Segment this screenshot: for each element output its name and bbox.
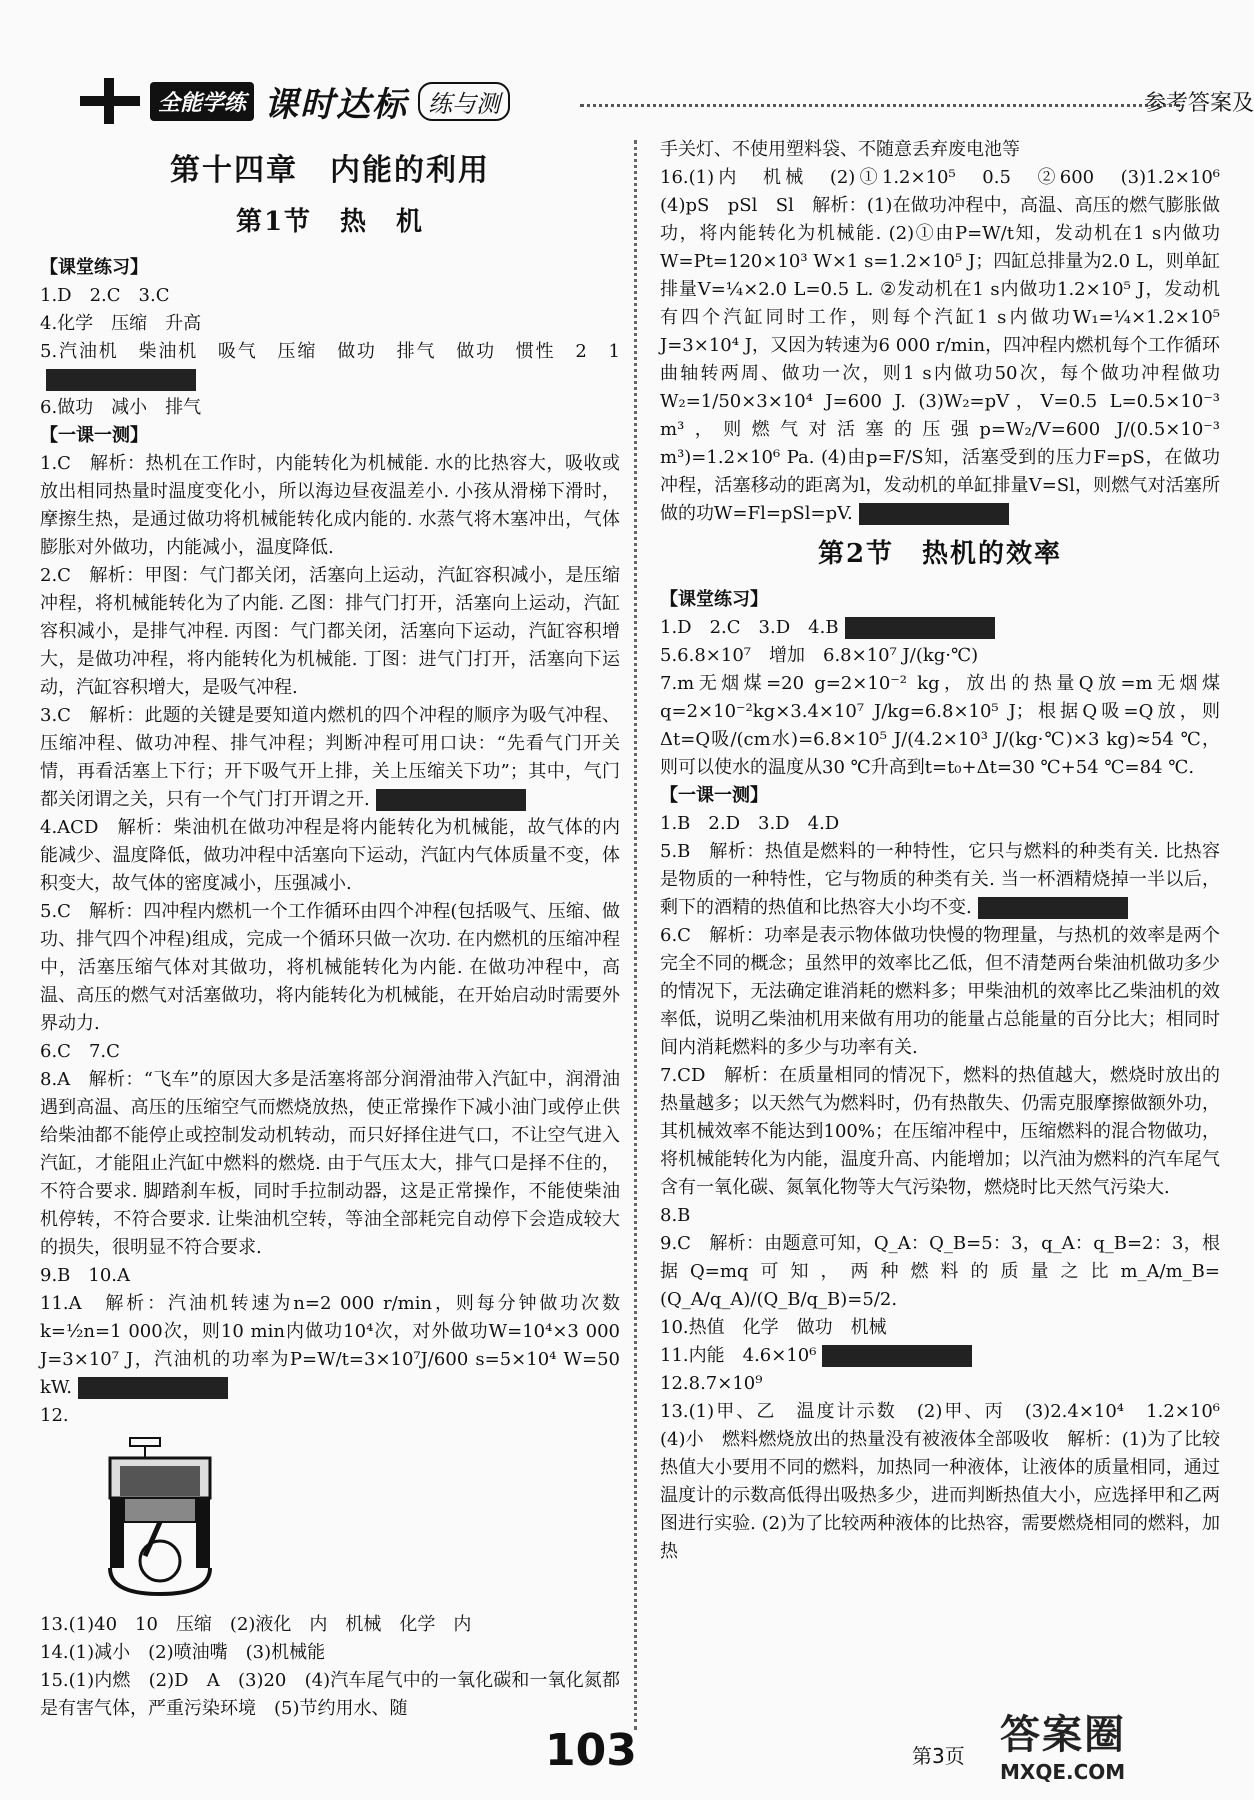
section-title: 第1节 热 机: [235, 207, 425, 237]
answer-line: 5.6.8×10⁷ 增加 6.8×10⁷ J/(kg·℃): [660, 645, 979, 666]
section-title-2: 第2节 热机的效率: [817, 539, 1063, 569]
right-column: [660, 136, 1238, 1566]
redaction-bar: [859, 503, 1009, 525]
answer-line: 8.B: [660, 1205, 691, 1226]
page-header: [70, 78, 1254, 128]
header-right-text: 参考答案及: [1143, 91, 1254, 116]
answer-line: 1.B 2.D 3.D 4.D: [660, 813, 840, 834]
redaction-bar: [46, 369, 196, 391]
subheading-lesson-test: 【一课一测】: [40, 425, 148, 446]
chapter-title: 第十四章 内能的利用: [170, 153, 490, 188]
brand-small-text: 全能学练: [150, 82, 254, 121]
answer-paragraph: 5.C 解析：四冲程内燃机一个工作循环由四个冲程(包括吸气、压缩、做功、排气四个冲程)组成，完成一个循环只做一次功. 在内燃机的压缩冲程中，活塞压缩气体对其做功，将机械能转化为内能. 在做功冲程中，高温、高压的燃气对活塞做功，将内能转化为机械能，在开始启动时需要外界动力.: [40, 901, 620, 1034]
answer-paragraph: 11.A 解析：汽油机转速为n=2 000 r/min，则每分钟做功次数k=½n=1 000次，则10 min内做功10⁴次，对外做功W=10⁴×3 000 J=3×10⁷ J，汽油机的功率为P=W/t=3×10⁷J/600 s=5×10⁴ W=50 kW.: [40, 1293, 620, 1398]
answer-line: 1.D 2.C 3.D 4.B: [660, 614, 1220, 642]
answer-paragraph: 8.A 解析：“飞车”的原因大多是活塞将部分润滑油带入汽缸中，润滑油遇到高温、高压的压缩空气而燃烧放热，使正常操作下减小油门或停止供给柴油都不能停止或控制发动机转动，而只好择住进气口，不让空气进入汽缸，才能阻止汽缸中燃料的燃烧. 由于气压太大，排气口是择不住的，不符合要求. 脚踏刹车板，同时手拉制动器，这是正常操作，不能使柴油机停转，不符合要求. 让柴油机空转，等油全部耗完自动停下会造成较大的损失，很明显不符合要求.: [40, 1069, 620, 1258]
redaction-bar: [78, 1377, 228, 1399]
answer-line: 6.做功 减小 排气: [40, 397, 202, 418]
subheading-lesson-test-2: 【一课一测】: [660, 785, 768, 806]
watermark-logo: [1000, 1712, 1250, 1796]
answer-paragraph: 6.C 解析：功率是表示物体做功快慢的物理量，与热机的效率是两个完全不同的概念；虽然甲的效率比乙低，但不清楚两台柴油机做功多少的情况下，无法确定谁消耗的燃料多；甲柴油机的效率比乙柴油机的效率低，说明乙柴油机用来做有用功的能量占总能量的百分比大；相同时间内消耗燃料的多少与功率有关.: [660, 925, 1220, 1058]
subheading-class-practice: 【课堂练习】: [40, 257, 148, 278]
answer-paragraph: 16.(1)内 机械 (2)①1.2×10⁵ 0.5 ②600 (3)1.2×10⁶ (4)pS pSl Sl 解析：(1)在做功冲程中，高温、高压的燃气膨胀做功，将内能转化为机械能. (2)①由P=W/t知，发动机在1 s内做功W=Pt=120×10³ W×1 s=1.2×10⁵ J；四缸总排量为2.0 L，则单缸排量V=¼×2.0 L=0.5 L. ②发动机在1 s内做功1.2×10⁵ J，发动机有四个汽缸同时工作，则每个汽缸1 s内做功W₁=¼×1.2×10⁵ J=3×10⁴ J，又因为转速为6 000 r/min，四冲程内燃机每个工作循环曲轴转两周、做功一次，则1 s内做功50次，每个做功冲程做功W₂=1/50×3×10⁴ J=600 J. (3)W₂=pV，V=0.5 L=0.5×10⁻³ m³，则燃气对活塞的压强p=W₂/V=600 J/(0.5×10⁻³ m³)=1.2×10⁶ Pa. (4)由p=F/S知，活塞受到的压力F=pS，在做功冲程，活塞移动的距离为l，发动机的单缸排量V=Sl，则燃气对活塞所做的功W=Fl=pSl=pV.: [660, 167, 1238, 524]
page-number: 103: [545, 1725, 637, 1776]
redaction-bar: [845, 617, 995, 639]
answer-paragraph: 7.CD 解析：在质量相同的情况下，燃料的热值越大，燃烧时放出的热量越多；以天然气为燃料时，仍有热散失、仍需克服摩擦做额外功，其机械效率不能达到100%；在压缩冲程中，压缩燃料的混合物做功，将机械能转化为内能，温度升高、内能增加；以汽油为燃料的汽车尾气含有一氧化碳、氮氧化物等大气污染物，燃烧时比天然气污染大.: [660, 1065, 1220, 1198]
brand-tag: 练与测: [418, 82, 510, 121]
engine-cylinder-figure: [90, 1436, 230, 1596]
subheading-class-practice-2: 【课堂练习】: [660, 589, 768, 610]
answer-line: 10.热值 化学 做功 机械: [660, 1317, 887, 1338]
answer-paragraph: 12.: [40, 1405, 69, 1426]
brand-logo: [80, 78, 510, 124]
answer-line: 1.D 2.C 3.C: [40, 285, 170, 306]
watermark-url: MXQE.COM: [1000, 1760, 1126, 1784]
watermark-text: 答案圈: [1000, 1712, 1126, 1758]
answer-line: 4.化学 压缩 升高: [40, 313, 202, 334]
answer-line: 15.(1)内燃 (2)D A (3)20 (4)汽车尾气中的一氧化碳和一氧化氮都是有害气体，严重污染环境 (5)节约用水、随: [40, 1670, 620, 1719]
header-dotted-rule: [580, 104, 1180, 107]
cross-icon: [80, 78, 140, 124]
left-column: [40, 140, 620, 1723]
answer-paragraph: 7.m无烟煤=20 g=2×10⁻² kg，放出的热量Q放=m无烟煤q=2×10⁻²kg×3.4×10⁷ J/kg=6.8×10⁵ J；根据Q吸=Q放，则Δt=Q吸/(cm水)=6.8×10⁵ J/(4.2×10³ J/(kg·℃)×3 kg)≈54 ℃，则可以使水的温度从30 ℃升高到t=t₀+Δt=30 ℃+54 ℃=84 ℃.: [660, 673, 1220, 778]
answer-line: 14.(1)减小 (2)喷油嘴 (3)机械能: [40, 1642, 326, 1663]
redaction-bar: [978, 897, 1128, 919]
answer-paragraph: 2.C 解析：甲图：气门都关闭，活塞向上运动，汽缸容积减小，是压缩冲程，将机械能转化为了内能. 乙图：排气门打开，活塞向上运动，汽缸容积减小，是排气冲程. 丙图：气门都关闭，活塞向下运动，汽缸容积增大，是做功冲程，将内能转化为机械能. 丁图：进气门打开，活塞向下运动，汽缸容积增大，是吸气冲程.: [40, 565, 620, 698]
answer-paragraph: 3.C 解析：此题的关键是要知道内燃机的四个冲程的顺序为吸气冲程、压缩冲程、做功冲程、排气冲程；判断冲程可用口诀：“先看气门开关情，再看活塞上下行；开下吸气开上排，关上压缩关下功”；其中，气门都关闭谓之关，只有一个气门打开谓之开.: [40, 705, 620, 810]
answer-paragraph: 6.C 7.C: [40, 1041, 120, 1062]
answer-paragraph: 13.(1)甲、乙 温度计示数 (2)甲、丙 (3)2.4×10⁴ 1.2×10⁶ (4)小 燃料燃烧放出的热量没有被液体全部吸收 解析：(1)为了比较热值大小要用不同的燃料，加热同一种液体，让液体的质量相同，通过温度计的示数高低得出吸热多少，进而判断热值大小，应选择甲和乙两图进行实验. (2)为了比较两种液体的比热容，需要燃烧相同的燃料，加热: [660, 1401, 1238, 1562]
answer-paragraph: 4.ACD 解析：柴油机在做功冲程是将内能转化为机械能，故气体的内能减少、温度降低，做功冲程中活塞向下运动，汽缸内气体质量不变，体积变大，故气体的密度减小，压强减小.: [40, 817, 620, 894]
redaction-bar: [822, 1345, 972, 1367]
column-divider: [634, 140, 637, 1730]
answer-line: 11.内能 4.6×10⁶: [660, 1342, 1220, 1370]
answer-paragraph: 9.B 10.A: [40, 1265, 131, 1286]
answer-paragraph: 1.C 解析：热机在工作时，内能转化为机械能. 水的比热容大，吸收或放出相同热量时温度变化小，所以海边昼夜温差小. 小孩从滑梯下滑时，摩擦生热，是通过做功将机械能转化成内能的. 水蒸气将木塞冲出，气体膨胀对外做功，内能减小，温度降低.: [40, 453, 620, 558]
answer-line: 12.8.7×10⁹: [660, 1373, 763, 1394]
answer-line: 5.汽油机 柴油机 吸气 压缩 做功 排气 做功 惯性 2 1: [40, 338, 620, 394]
brand-title: 课时达标: [264, 84, 409, 125]
answer-paragraph: 5.B 解析：热值是燃料的一种特性，它只与燃料的种类有关. 比热容是物质的一种特性，它与物质的种类有关. 当一杯酒精烧掉一半以后，剩下的酒精的热值和比热容大小均不变.: [660, 841, 1220, 918]
redaction-bar: [376, 789, 526, 811]
page-label: 第3页: [912, 1744, 965, 1768]
answer-line: 手关灯、不使用塑料袋、不随意丢弃废电池等: [660, 139, 1020, 160]
answer-line: 13.(1)40 10 压缩 (2)液化 内 机械 化学 内: [40, 1614, 472, 1635]
answer-paragraph: 9.C 解析：由题意可知，Q_A：Q_B=5：3，q_A：q_B=2：3，根据Q=mq可知，两种燃料的质量之比m_A/m_B=(Q_A/q_A)/(Q_B/q_B)=5/2.: [660, 1233, 1220, 1310]
